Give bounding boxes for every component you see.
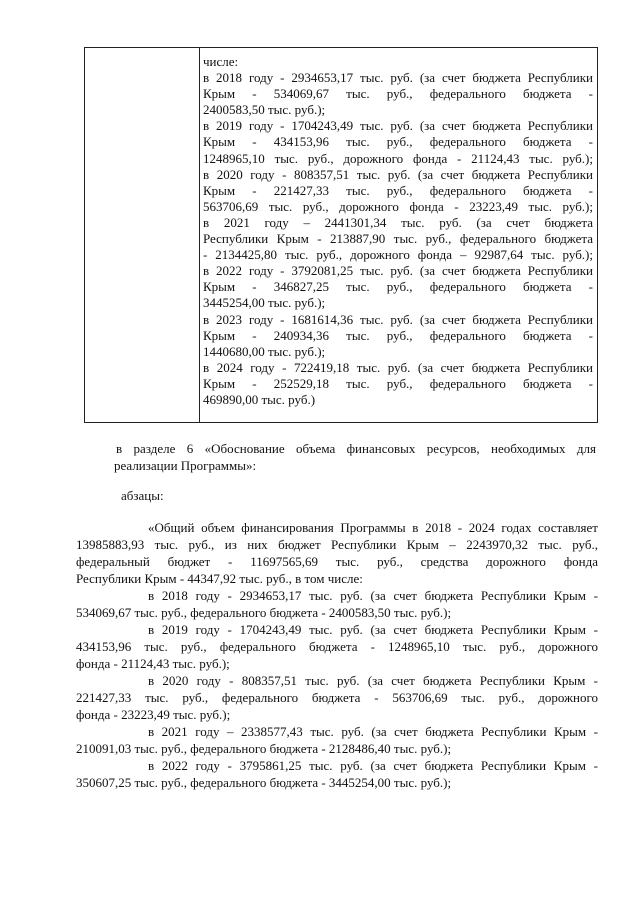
table-line: в 2024 году - 722419,18 тыс. руб. (за счет бюджета Республики — [203, 359, 593, 375]
table-line: Крым - 221427,33 тыс. руб., федерального бюджета - — [203, 182, 593, 198]
abzacy-label: абзацы: — [121, 488, 164, 503]
table-line: в 2018 году - 2934653,17 тыс. руб. (за счет бюджета Республики — [203, 70, 593, 86]
table-line: Крым - 252529,18 тыс. руб., федерального бюджета - — [203, 375, 593, 391]
paragraph-line: фонда - 23223,49 тыс. руб.); — [76, 707, 231, 722]
section-line-1: в разделе 6 «Обоснование объема финансовых ресурсов, необходимых для — [116, 441, 596, 456]
table-line: - 2134425,80 тыс. руб., дорожного фонда – 92987,64 тыс. руб.); — [203, 247, 593, 263]
paragraph-line: в 2021 году – 2338577,43 тыс. руб. (за счет бюджета Республики Крым - — [148, 724, 598, 739]
table-line: 1248965,10 тыс. руб., дорожного фонда - 21124,43 тыс. руб.); — [203, 150, 593, 166]
paragraph-line: 221427,33 тыс. руб., федерального бюджета - 563706,69 тыс. руб., дорожного — [76, 690, 598, 705]
table-right-cell — [203, 54, 593, 408]
table-line: Крым - 434153,96 тыс. руб., федерального бюджета - — [203, 134, 593, 150]
paragraph-line: фонда - 21124,43 тыс. руб.); — [76, 656, 230, 671]
table-line: в 2022 году - 3792081,25 тыс. руб. (за счет бюджета Республики — [203, 263, 593, 279]
paragraph-line: 350607,25 тыс. руб., федерального бюджета - 3445254,00 тыс. руб.); — [76, 775, 452, 790]
paragraph-line: 434153,96 тыс. руб., федерального бюджета - 1248965,10 тыс. руб., дорожного — [76, 639, 598, 654]
paragraph-line: в 2018 году - 2934653,17 тыс. руб. (за счет бюджета Республики Крым - — [148, 588, 598, 603]
section-heading — [116, 440, 596, 474]
table-line: Крым - 240934,36 тыс. руб., федерального бюджета - — [203, 327, 593, 343]
table-line: в 2021 году – 2441301,34 тыс. руб. (за счет бюджета — [203, 214, 593, 230]
table-line: числе: — [203, 54, 239, 69]
table-line: 2400583,50 тыс. руб.); — [203, 102, 326, 118]
funding-paragraph — [76, 519, 598, 791]
table-line: 563706,69 тыс. руб., дорожного фонда - 23223,49 тыс. руб.); — [203, 198, 593, 214]
paragraph-line: 13985883,93 тыс. руб., из них бюджет Республики Крым – 2243970,32 тыс. руб., — [76, 537, 598, 552]
paragraph-line: 210091,03 тыс. руб., федерального бюджета - 2128486,40 тыс. руб.); — [76, 741, 452, 756]
paragraph-line: в 2022 году - 3795861,25 тыс. руб. (за счет бюджета Республики Крым - — [148, 758, 598, 773]
table-line: Республики Крым - 213887,90 тыс. руб., федерального бюджета — [203, 231, 593, 247]
paragraph-line: 534069,67 тыс. руб., федерального бюджета - 2400583,50 тыс. руб.); — [76, 605, 452, 620]
table-line: 469890,00 тыс. руб.) — [203, 391, 316, 407]
table-line: в 2020 году - 808357,51 тыс. руб. (за счет бюджета Республики — [203, 166, 593, 182]
table-line: 3445254,00 тыс. руб.); — [203, 295, 326, 311]
table-column-divider — [199, 48, 200, 422]
section-line-2: реализации Программы»: — [114, 458, 257, 473]
paragraph-line: в 2020 году - 808357,51 тыс. руб. (за счет бюджета Республики Крым - — [148, 673, 598, 688]
paragraph-line: «Общий объем финансирования Программы в 2018 - 2024 годах составляет — [148, 520, 598, 535]
paragraph-line: Республики Крым - 44347,92 тыс. руб., в том числе: — [76, 571, 363, 586]
table-line: в 2019 году - 1704243,49 тыс. руб. (за счет бюджета Республики — [203, 118, 593, 134]
program-table — [84, 47, 598, 423]
table-line: Крым - 346827,25 тыс. руб., федерального бюджета - — [203, 279, 593, 295]
paragraph-line: федеральный бюджет - 11697565,69 тыс. руб., средства дорожного фонда — [76, 554, 598, 569]
table-line: в 2023 году - 1681614,36 тыс. руб. (за счет бюджета Республики — [203, 311, 593, 327]
paragraph-line: в 2019 году - 1704243,49 тыс. руб. (за счет бюджета Республики Крым - — [148, 622, 598, 637]
table-line: 1440680,00 тыс. руб.); — [203, 343, 326, 359]
table-line: Крым - 534069,67 тыс. руб., федерального бюджета - — [203, 86, 593, 102]
